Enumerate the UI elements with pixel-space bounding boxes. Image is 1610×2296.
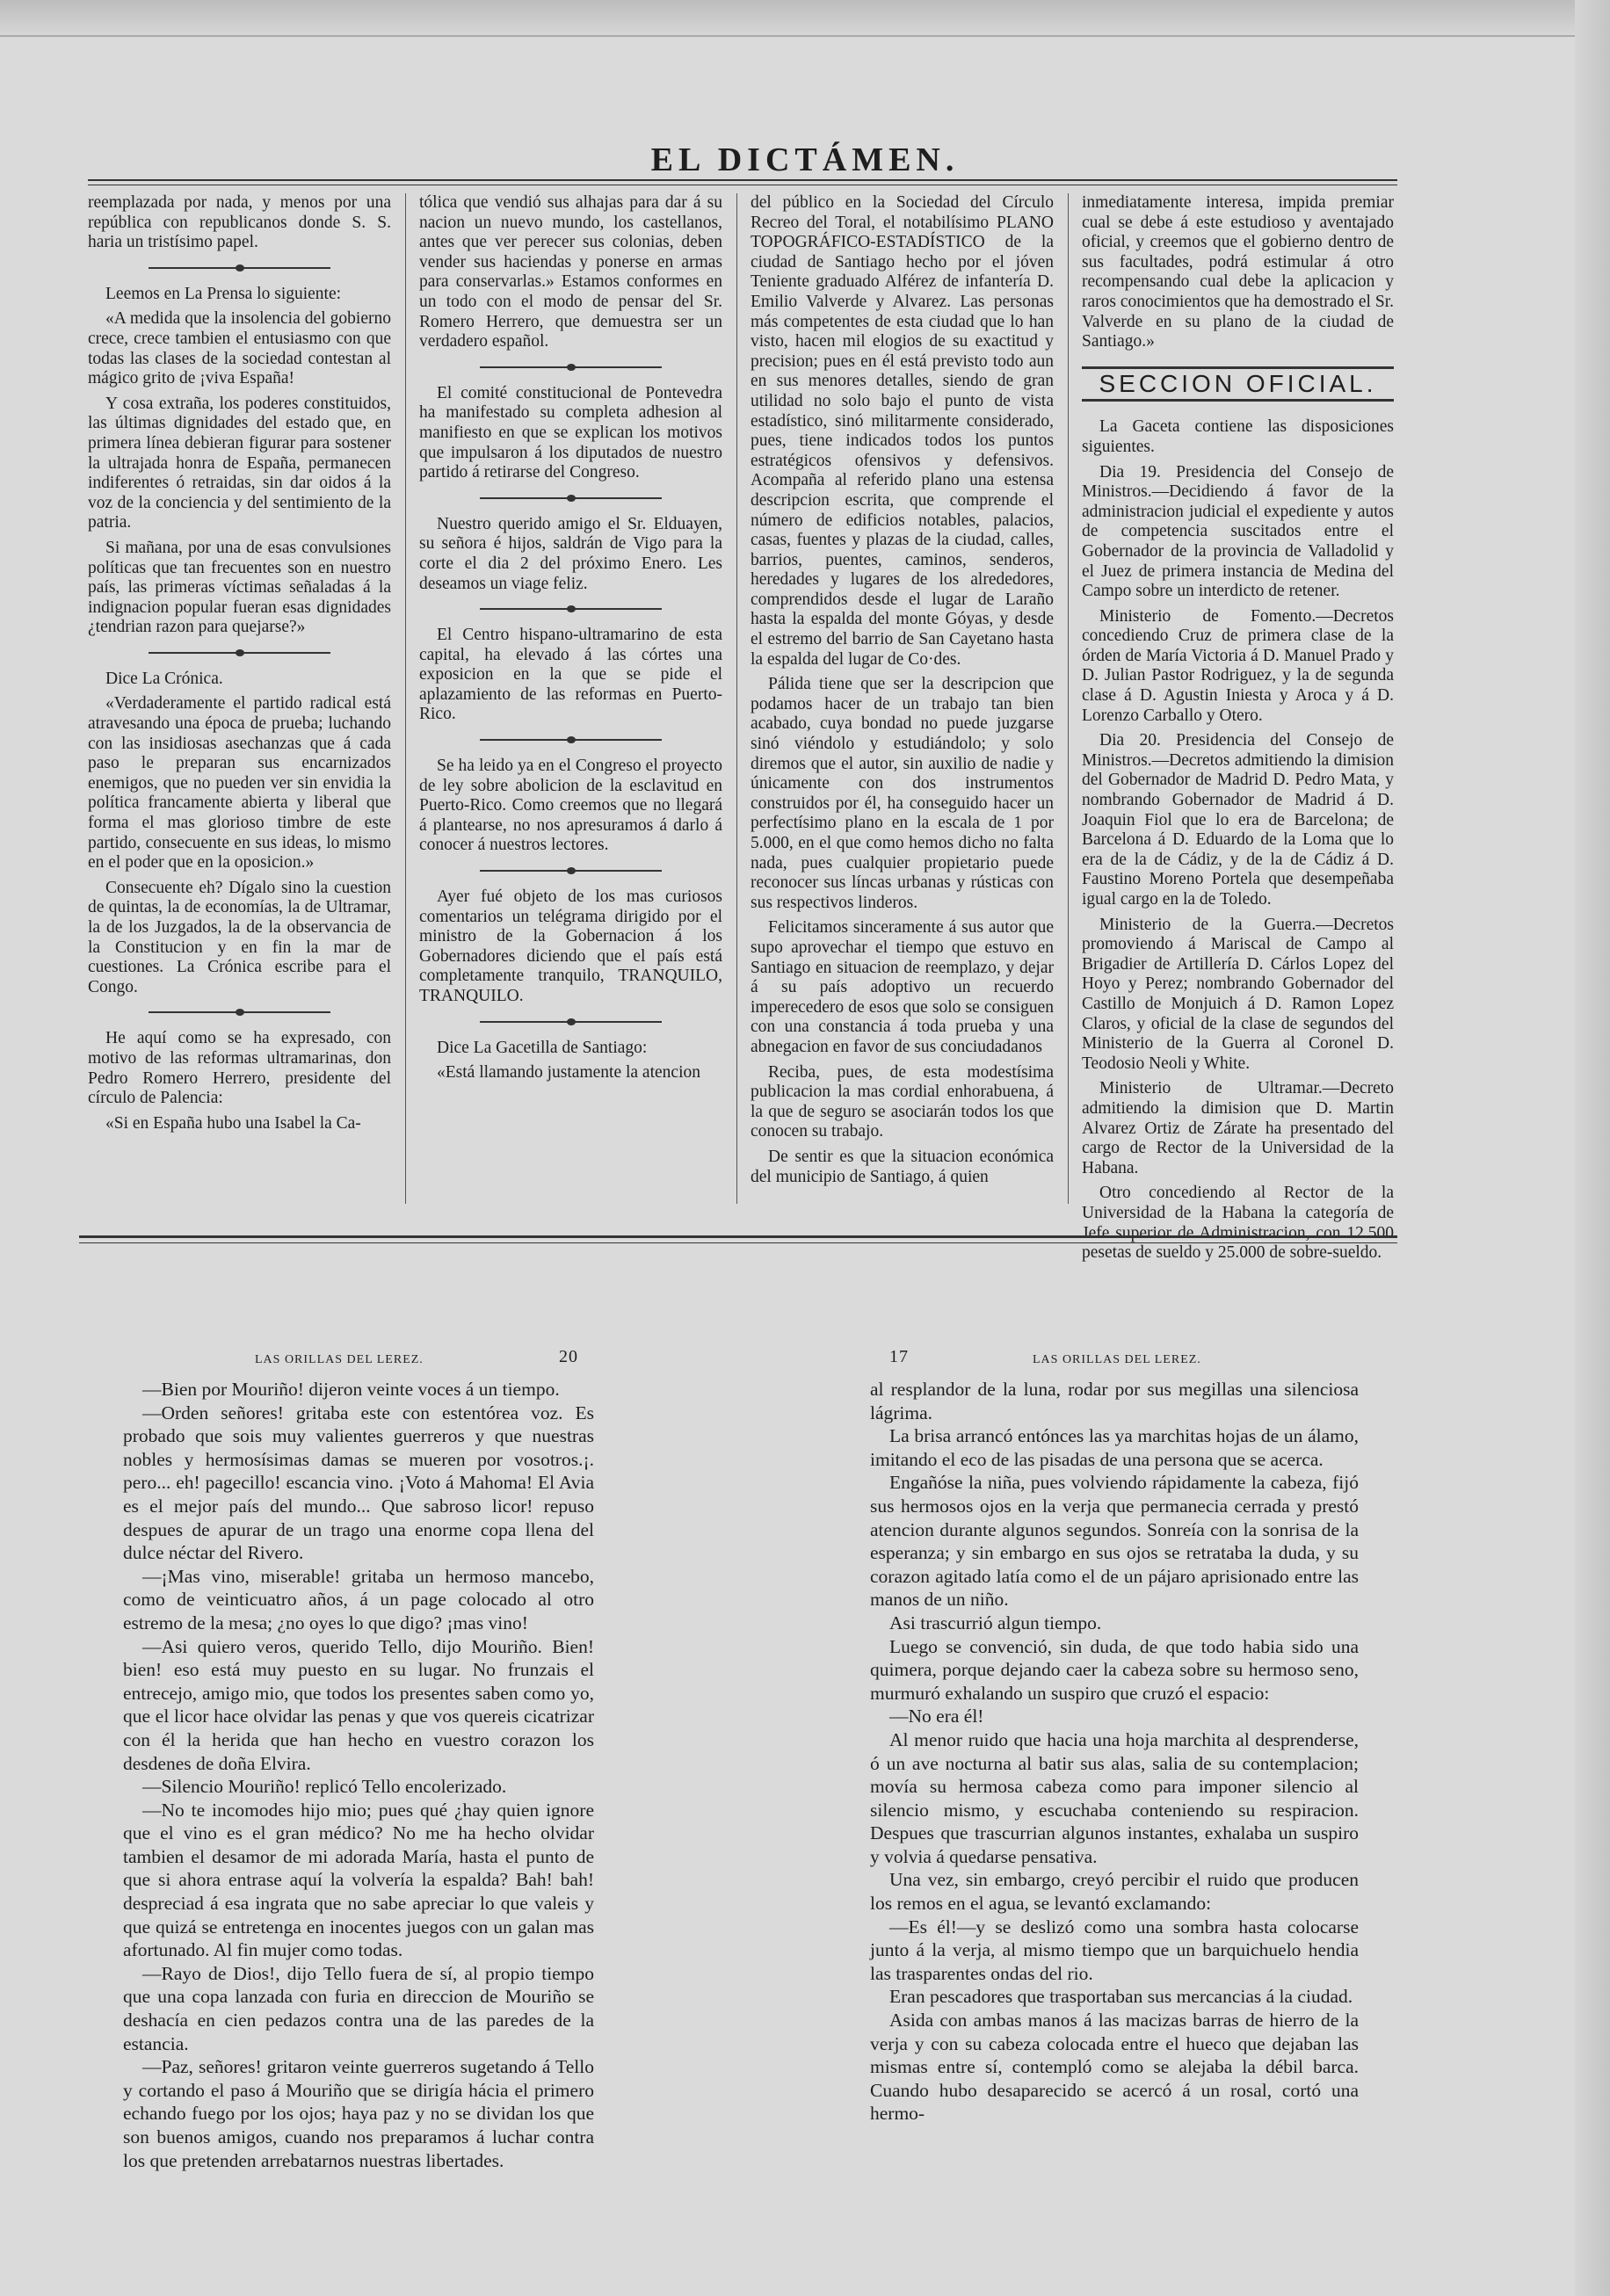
paragraph: Y cosa extraña, los poderes constituidos, las últimas dignidades del estado que, en primera línea debieran figurar para sostener la ultrajada honra de España, permanecen indiferentes ó retraidas, sin dar oidos á la voz de la conciencia y del sentimiento de la patria. [88, 394, 391, 532]
paragraph: Si mañana, por una de esas convulsiones políticas que tan frecuentes son en nuestro país, las primeras víctimas señaladas á la indignacion popular fueran esas dignidades ¿tendrian razon para quejarse?» [88, 538, 391, 637]
article-separator [480, 1021, 662, 1023]
paragraph: —No era él! [889, 1706, 984, 1727]
paragraph: —Asi quiero veros, querido Tello, dijo Mouriño. Bien! bien! eso está muy puesto en su lugar. No frunzais el entrecejo, amigo mio, que todos los presentes saben como yo, que el licor hace olvidar las penas y que vos quereis cicatrizar con él la herida que han hecho en vuestro corazon los desdenes de doña Elvira. [123, 1635, 594, 1774]
serial-page-right [870, 1378, 1359, 2133]
torn-top-edge [0, 0, 1610, 37]
left-folio-number: 20 [559, 1347, 578, 1366]
column-4 [1082, 193, 1394, 1263]
paragraph: Pálida tiene que ser la descripcion que podamos hacer de un trabajo tan bien acabado, cuya bondad no puede juzgarse sinó viéndolo y estudiándolo; y solo diremos que el autor, sin auxilio de nadie y únicamente con dos instrumentos construidos por él, ha conseguido hacer un perfectísimo plano en la escala de 1 por 5.000, en el que como hemos dicho no falta nada, pues cualquier propietario puede reconocer sus líncas urbanas y rústicas con sus respectivos linderos. [751, 675, 1054, 912]
paragraph: Leemos en La Prensa lo siguiente: [105, 284, 342, 303]
upper-columns [88, 193, 1397, 1263]
paragraph: La brisa arrancó entónces las ya marchitas hojas de un álamo, imitando el eco de las pisadas de una persona que se acerca. [870, 1425, 1359, 1470]
column-divider [1068, 193, 1069, 1204]
article-separator [149, 1011, 330, 1013]
column-2 [419, 193, 722, 1204]
column-divider [405, 193, 406, 1204]
column-4-bottom [1082, 417, 1394, 1263]
section-rule [79, 1235, 1397, 1243]
paragraph: —¡Mas vino, miserable! gritaba un hermoso mancebo, como de veinticuatro años, á un page colocado al otro estremo de la mesa; ¿no oyes lo que digo? ¡mas vino! [123, 1565, 594, 1633]
column-3 [751, 193, 1054, 1204]
section-heading-oficial: SECCION OFICIAL. [1082, 366, 1394, 402]
paragraph: Consecuente eh? Dígalo sino la cuestion de quintas, la de economías, la de Ultramar, la de los Juzgados, la de la observancia de la Constitucion y en fin la mar de cuestiones. La Crónica escribe para el Congo. [88, 878, 391, 996]
article-separator [149, 652, 330, 654]
paragraph: reemplazada por nada, y menos por una república con republicanos donde S. S. haria un tristísimo papel. [88, 193, 391, 252]
masthead-title: EL DICTÁMEN. [650, 141, 960, 178]
paragraph: «Si en España hubo una Isabel la Ca- [105, 1113, 361, 1133]
article-separator [149, 267, 330, 269]
paragraph: del público en la Sociedad del Círculo Recreo del Toral, el notabilísimo PLANO TOPOGRÁFICO-ESTADÍSTICO de la ciudad de Santiago hecho por el jóven Teniente graduado Alférez de infantería D. Emilio Valverde y Alvarez. Las personas más competentes de esta ciudad que lo han visto, hacen mil elogios de su exactitud y precision; pues en él está previsto todo aun en sus menores detalles, siendo de gran utilidad no solo bajo el punto de vista estadístico, sinó militarmente considerado, pues, tiene indicados todos los puntos estratégicos ofensivos y defensivos. Acompaña al referido plano una estensa descripcion escrita, que comprende el número de edificios notables, palacios, casas, fuentes y plazas de la ciudad, calles, barrios, puentes, caminos, senderos, heredades y lugares de los alrededores, comprendidos desde el lugar de Laraño hasta la espalda del monte Góyas, y desde el estremo del barrio de San Cayetano hasta la espalda del lugar de Co·des. [751, 193, 1054, 669]
paragraph: «A medida que la insolencia del gobierno crece, crece tambien el entusiasmo con que todas las clases de la sociedad contestan al mágico grito de ¡viva España! [88, 309, 391, 388]
right-folio-title: LAS ORILLAS DEL LEREZ. [1033, 1353, 1201, 1366]
paragraph: Ministerio de la Guerra.—Decretos promoviendo á Mariscal de Campo al Brigadier de Artillería D. Cárlos Lopez del Hoyo y Perez; nombrando Gobernador del Castillo de Monjuich á D. Ramon Lopez Claros, y oficial de la clase de segundos del Ministerio de la Guerra al Coronel D. Teodosio Neoli y White. [1082, 915, 1394, 1073]
article-separator [480, 497, 662, 499]
paragraph: Ministerio de Fomento.—Decretos concediendo Cruz de primera clase de la órden de María Victoria á D. Manuel Prado y D. Julian Pastor Rodriguez, y la de segunda clase á D. Agustin Iniesta y Aroca y á D. Lorenzo Carballo y Otero. [1082, 606, 1394, 725]
paragraph: El Centro hispano-ultramarino de esta capital, ha elevado á las córtes una exposicion en la que se pide el aplazamiento de las reformas en Puerto-Rico. [419, 626, 722, 724]
paragraph: «Verdaderamente el partido radical está atravesando una época de prueba; luchando con las insidiosas asechanzas que á cada paso le preparan sus encarnizados enemigos, que no pueden ver sin envidia la política francamente abierta y liberal que forma el mas glorioso timbre de este partido, consecuente en sus ideas, lo mismo en el poder que en la oposicion.» [88, 694, 391, 873]
paragraph: inmediatamente interesa, impida premiar cual se debe á este estudioso y aventajado oficial, y creemos que el gobierno dentro de sus facultades, podrá estimular á otro recompensando cual debe la aplicacion y raros conocimientos que ha demostrado el Sr. Valverde en su plano de la ciudad de Santiago.» [1082, 193, 1394, 351]
paragraph: —Paz, señores! gritaron veinte guerreros sugetando á Tello y cortando el paso á Mouriño que se dirigía hácia el primero echando fuego por los ojos; haya paz y no se dividan los que son buenos amigos, cuando nos preparamos á luchar contra los que pretenden arrebatarnos nuestras libertades. [123, 2056, 594, 2171]
paragraph: —No te incomodes hijo mio; pues qué ¿hay quien ignore que el vino es el gran médico? No me ha hecho olvidar tambien el desamor de mi adorada María, hasta el punto de que si ahora entrase aquí la volvería la espalda? Bah! bah! despreciad á esa ingrata que no sabe apreciar lo que valeis y que quizá se entretenga en inocentes juegos con un galan mas afortunado. Al fin mujer como todas. [123, 1799, 594, 1961]
column-divider [736, 193, 737, 1204]
paragraph: Asi trascurrió algun tiempo. [889, 1612, 1102, 1633]
paragraph: al resplandor de la luna, rodar por sus megillas una silenciosa lágrima. [870, 1379, 1359, 1423]
paragraph: He aquí como se ha expresado, con motivo de las reformas ultramarinas, don Pedro Romero Herrero, presidente del círculo de Palencia: [88, 1029, 391, 1108]
paragraph: Eran pescadores que trasportaban sus mercancias á la ciudad. [889, 1986, 1353, 2008]
paragraph: —Es él!—y se deslizó como una sombra hasta colocarse junto á la verja, al mismo tiempo que un barquichuelo hendia las trasparentes ondas del rio. [870, 1916, 1359, 1984]
masthead-rule [88, 179, 1397, 185]
paragraph: Una vez, sin embargo, creyó percibir el ruido que producen los remos en el agua, se levantó exclamando: [870, 1869, 1359, 1915]
column-4-top [1082, 193, 1394, 352]
paragraph: Ministerio de Ultramar.—Decreto admitiendo la dimision que D. Martin Alvarez Ortiz de Zárate ha presentado del cargo de Rector de la Universidad de la Habana. [1082, 1079, 1394, 1177]
paragraph: Dice La Crónica. [105, 669, 223, 688]
paragraph: Luego se convenció, sin duda, de que todo habia sido una quimera, porque dejando caer la cabeza sobre su hermoso seno, murmuró exhalando un suspiro que cruzó el espacio: [870, 1635, 1359, 1704]
article-separator [480, 608, 662, 610]
paragraph: tólica que vendió sus alhajas para dar á su nacion un nuevo mundo, los castellanos, antes que ver perecer sus colonias, deben vender sus haciendas y ponerse en armas para conservarlas.» Estamos conformes en un todo con el modo de pensar del Sr. Romero Herrero, que demuestra ser un verdadero español. [419, 193, 722, 351]
paragraph: Dia 20. Presidencia del Consejo de Ministros.—Decretos admitiendo la dimision del Gobernador de Madrid D. Pedro Mata, y nombrando Gobernador de Madrid á D. Joaquin Fiol que lo era de Barcelona; de Barcelona á D. Eduardo de la Loma que lo era de la de Cádiz, y de la de Cádiz á D. Faustino Moreno Portela que desempeñaba igual cargo en la de Toledo. [1082, 731, 1394, 909]
paragraph: El comité constitucional de Pontevedra ha manifestado su completa adhesion al manifiesto en que se explican los motivos que impulsaron á los diputados de nuestro partido á retirarse del Congreso. [419, 383, 722, 482]
paragraph: Dia 19. Presidencia del Consejo de Ministros.—Decidiendo á favor de la administracion judicial el expediente y autos de competencia suscitados entre el Gobernador de la provincia de Valladolid y el Juez de primera instancia de Medina del Campo sobre un interdicto de retener. [1082, 462, 1394, 601]
left-folio-title: LAS ORILLAS DEL LEREZ. [255, 1353, 424, 1366]
paragraph: La Gaceta contiene las disposiciones siguientes. [1082, 417, 1394, 456]
paragraph: Se ha leido ya en el Congreso el proyecto de ley sobre abolicion de la esclavitud en Puerto-Rico. Como creemos que no llegará á plantearse, no nos apresuramos á darlo á conocer á nuestros lectores. [419, 757, 722, 855]
article-separator [480, 870, 662, 872]
paragraph: —Orden señores! gritaba este con estentórea voz. Es probado que sois muy valientes guerreros y que nuestras nobles y hermosísimas damas se mueren por vosotros.¡. pero... eh! pagecillo! escancia vino. ¡Voto á Mahoma! El Avia es el mejor país del mundo... Que sabroso licor! repuso despues de apurar de un trago una enorme copa llena del dulce néctar del Rivero. [123, 1402, 594, 1564]
right-folio-number: 17 [889, 1347, 909, 1366]
paragraph: Felicitamos sinceramente á sus autor que supo aprovechar el tiempo que estuvo en Santiago en situacion de reemplazo, y dejar á su país adoptivo un recuerdo imperecedero de esos que solo se consiguen con una constancia á toda prueba y una abnegacion en favor de sus conciudadanos [751, 918, 1054, 1056]
serial-page-left [123, 1378, 594, 2171]
paragraph: —Bien por Mouriño! dijeron veinte voces á un tiempo. [142, 1379, 560, 1400]
article-separator [480, 366, 662, 368]
paragraph: —Silencio Mouriño! replicó Tello encolerizado. [142, 1776, 507, 1798]
paragraph: Al menor ruido que hacia una hoja marchita al desprenderse, ó un ave nocturna al batir sus alas, salia de su contemplacion; movía su hermosa cabeza como para imponer silencio al silencio mismo, y escuchaba conteniendo su respiracion. Despues que trascurrian algunos instantes, exhalaba un suspiro y volvia á quedarse pensativa. [870, 1728, 1359, 1867]
article-separator [480, 739, 662, 741]
page-right-edge [1575, 0, 1610, 2296]
paragraph: Otro concediendo al Rector de la Universidad de la Habana la categoría de Jefe superior de Administracion, con 12.500 pesetas de sueldo y 25.000 de sobre-sueldo. [1082, 1184, 1394, 1263]
paragraph: Nuestro querido amigo el Sr. Elduayen, su señora é hijos, saldrán de Vigo para la corte el dia 2 del próximo Enero. Les deseamos un viage feliz. [419, 514, 722, 593]
paragraph: Ayer fué objeto de los mas curiosos comentarios un telégrama dirigido por el ministro de la Gobernacion á los Gobernadores diciendo que el país está completamente tranquilo, TRANQUILO, TRANQUILO. [419, 887, 722, 1005]
paragraph: Dice La Gacetilla de Santiago: [437, 1038, 648, 1057]
paragraph: Reciba, pues, de esta modestísima publicacion la mas cordial enhorabuena, á la que de seguro se asociarán todos los que conocen su trabajo. [751, 1062, 1054, 1141]
paragraph: Engañóse la niña, pues volviendo rápidamente la cabeza, fijó sus hermosos ojos en la verja que permanecia cerrada y prestó atencion durante algunos segundos. Sonreía con la sonrisa de la esperanza; y sin embargo en sus ojos se retrataba la duda, y su corazon agitado latía como el de un pájaro aprisionado entre las manos de un niño. [870, 1472, 1359, 1611]
paragraph: Asida con ambas manos á las macizas barras de hierro de la verja y con su cabeza colocada entre el hueco que dejaban las mismas entre sí, contempló como se alejaba la débil barca. Cuando hubo desaparecido se acercó á un rosal, cortó una hermo- [870, 2010, 1359, 2125]
paragraph: —Rayo de Dios!, dijo Tello fuera de sí, al propio tiempo que una copa lanzada con furia en direccion de Mouriño se deshacía en cien pedazos contra una de las paredes de la estancia. [123, 1962, 594, 2054]
paragraph: De sentir es que la situacion económica del municipio de Santiago, á quien [751, 1147, 1054, 1186]
column-1 [88, 193, 391, 1204]
paragraph: «Está llamando justamente la atencion [437, 1063, 700, 1083]
